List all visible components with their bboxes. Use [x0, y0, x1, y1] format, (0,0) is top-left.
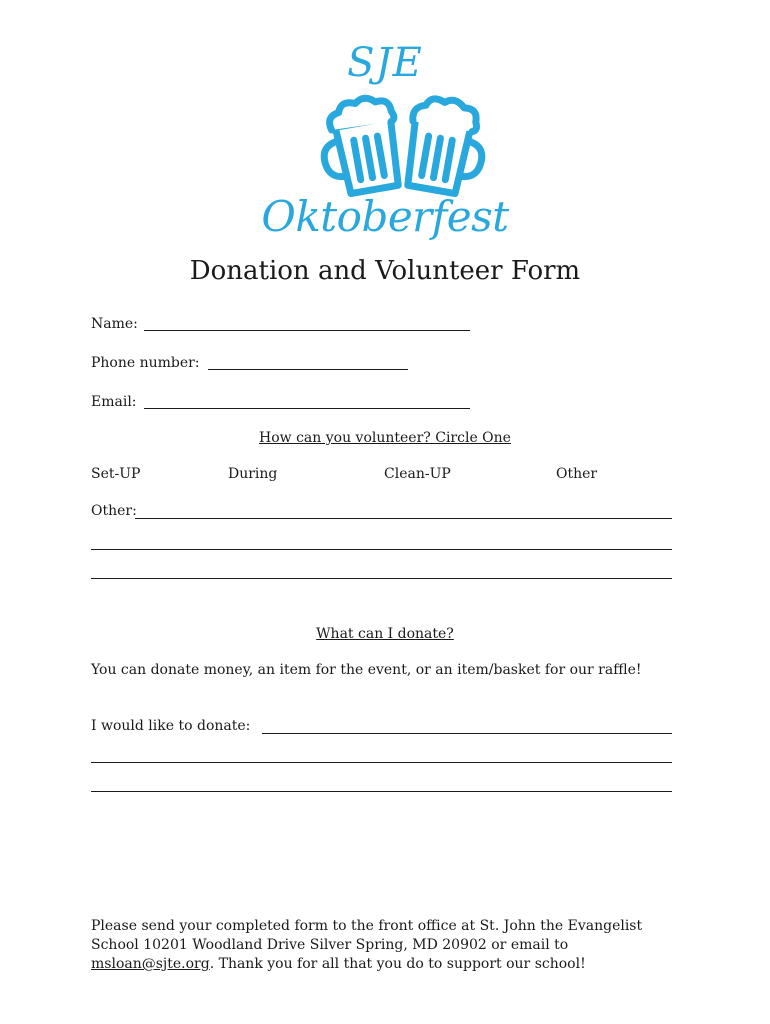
footer-text-after: . Thank you for all that you do to support our school! [209, 956, 586, 972]
name-field[interactable] [144, 330, 470, 331]
volunteer-heading: How can you volunteer? Circle One [259, 430, 511, 446]
option-cleanup[interactable]: Clean-UP [384, 466, 451, 482]
option-other[interactable]: Other [556, 466, 598, 482]
logo-top-text: SJE [347, 40, 423, 86]
option-setup[interactable]: Set-UP [91, 466, 141, 482]
phone-field[interactable] [208, 369, 408, 370]
email-label: Email: [91, 394, 137, 410]
other-label: Other: [91, 503, 137, 519]
donate-heading: What can I donate? [316, 626, 454, 642]
footer-instructions [91, 917, 671, 974]
footer-text-before: Please send your completed form to the front office at St. John the Evangelist School 10201 Woodland Drive Silver Spring, MD 20902 or email to [91, 918, 643, 953]
donate-field-line-2[interactable] [91, 762, 672, 763]
footer-email-link[interactable]: msloan@sjte.org [91, 956, 210, 972]
donate-field-line-1[interactable] [262, 733, 672, 734]
other-field-line-2[interactable] [91, 549, 672, 550]
donate-field-line-3[interactable] [91, 791, 672, 792]
beer-mugs-icon [318, 92, 488, 198]
logo-bottom-text: Oktoberfest [261, 192, 509, 241]
email-field[interactable] [144, 408, 470, 409]
other-field-line-1[interactable] [135, 518, 672, 519]
form-title: Donation and Volunteer Form [189, 256, 581, 286]
name-label: Name: [91, 316, 138, 332]
donate-description: You can donate money, an item for the event, or an item/basket for our raffle! [91, 662, 642, 678]
option-during[interactable]: During [228, 466, 278, 482]
donate-label: I would like to donate: [91, 718, 251, 734]
other-field-line-3[interactable] [91, 578, 672, 579]
phone-label: Phone number: [91, 355, 200, 371]
